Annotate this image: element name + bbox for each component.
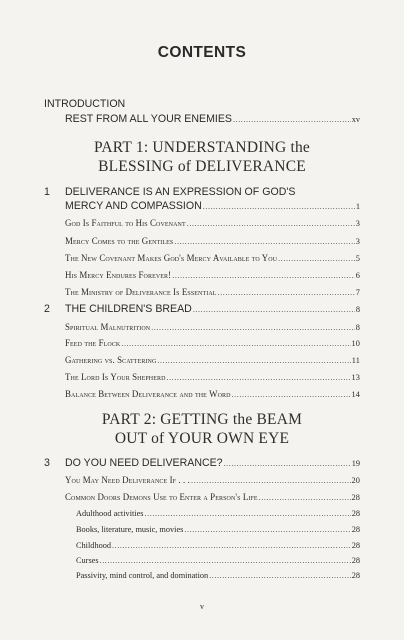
chapter-number: 3 bbox=[44, 457, 50, 469]
toc-section-label: You May Need Deliverance If . . . bbox=[65, 475, 191, 485]
toc-page-number: 8 bbox=[355, 323, 360, 332]
toc-section[interactable] bbox=[65, 218, 360, 228]
toc-section[interactable] bbox=[65, 475, 360, 485]
toc-section-label: The Ministry of Deliverance Is Essential bbox=[65, 287, 217, 297]
toc-page-number: 11 bbox=[351, 356, 360, 365]
dot-leader bbox=[218, 288, 355, 297]
toc-subsection-label: Passivity, mind control, and domination bbox=[76, 571, 209, 580]
part-heading-line: OUT of YOUR OWN EYE bbox=[114, 430, 290, 447]
toc-section[interactable] bbox=[65, 236, 360, 246]
toc-section[interactable] bbox=[65, 322, 360, 332]
dot-leader bbox=[121, 339, 350, 348]
part-heading-line: PART 1: UNDERSTANDING the bbox=[94, 139, 310, 156]
toc-section-label: Common Doors Demons Use to Enter a Person's Life bbox=[65, 492, 258, 502]
toc-section[interactable] bbox=[65, 253, 360, 263]
toc-page-number: 1 bbox=[355, 202, 360, 211]
page-title: CONTENTS bbox=[157, 44, 247, 61]
dot-leader bbox=[145, 509, 351, 518]
toc-section-label: Feed the Flock bbox=[65, 338, 121, 348]
toc-subsection[interactable] bbox=[76, 509, 360, 518]
toc-page-number: 3 bbox=[355, 219, 360, 228]
toc-page-number: 28 bbox=[351, 509, 360, 518]
toc-page-number: 14 bbox=[351, 390, 360, 399]
toc-page-number: 28 bbox=[351, 571, 360, 580]
page-number-folio: v bbox=[200, 602, 204, 611]
dot-leader bbox=[112, 541, 351, 550]
toc-section-label: God Is Faithful to His Covenant bbox=[65, 218, 186, 228]
toc-section-label: Spiritual Malnutrition bbox=[65, 322, 151, 332]
dot-leader bbox=[151, 323, 355, 332]
dot-leader bbox=[100, 556, 351, 565]
toc-section-label: The Lord Is Your Shepherd bbox=[65, 372, 166, 382]
toc-entry-label: REST FROM ALL YOUR ENEMIES bbox=[65, 113, 232, 125]
chapter-title-line: MERCY AND COMPASSION bbox=[65, 200, 202, 212]
dot-leader bbox=[174, 237, 354, 246]
toc-page-number: 6 bbox=[355, 271, 360, 280]
dot-leader bbox=[172, 271, 355, 280]
toc-section-label: Balance Between Deliverance and the Word bbox=[65, 389, 231, 399]
toc-page-number: 19 bbox=[351, 459, 360, 468]
toc-page-number: 3 bbox=[355, 237, 360, 246]
toc-page-number: 8 bbox=[355, 305, 360, 314]
dot-leader bbox=[259, 493, 351, 502]
toc-section-label: His Mercy Endures Forever! bbox=[65, 270, 172, 280]
dot-leader bbox=[203, 202, 355, 211]
toc-subsection-label: Curses bbox=[76, 556, 99, 565]
toc-page-number: 20 bbox=[351, 476, 360, 485]
dot-leader bbox=[157, 356, 350, 365]
chapter-title-line: THE CHILDREN'S BREAD bbox=[65, 303, 192, 315]
dot-leader bbox=[167, 373, 351, 382]
dot-leader bbox=[193, 305, 355, 314]
toc-subsection-label: Books, literature, music, movies bbox=[76, 525, 184, 534]
chapter-number: 1 bbox=[44, 186, 50, 198]
toc-entry-chapter-2[interactable] bbox=[65, 303, 360, 315]
toc-page-number: 28 bbox=[351, 541, 360, 550]
toc-subsection[interactable] bbox=[76, 541, 360, 550]
dot-leader bbox=[232, 390, 351, 399]
toc-subsection-label: Adulthood activities bbox=[76, 509, 144, 518]
chapter-title-line: DO YOU NEED DELIVERANCE? bbox=[65, 457, 223, 469]
toc-entry-chapter-1[interactable] bbox=[65, 200, 360, 212]
introduction-heading: INTRODUCTION bbox=[44, 98, 126, 110]
toc-page-number: 28 bbox=[351, 525, 360, 534]
dot-leader bbox=[278, 254, 355, 263]
part-heading-1 bbox=[0, 138, 404, 176]
toc-subsection-label: Childhood bbox=[76, 541, 112, 550]
chapter-title-line: DELIVERANCE IS AN EXPRESSION OF GOD'S bbox=[65, 186, 296, 198]
toc-page-number: 5 bbox=[355, 254, 360, 263]
toc-section[interactable] bbox=[65, 389, 360, 399]
part-heading-line: PART 2: GETTING the BEAM bbox=[101, 411, 303, 428]
dot-leader bbox=[224, 459, 351, 468]
toc-section[interactable] bbox=[65, 338, 360, 348]
toc-section-label: The New Covenant Makes God's Mercy Available to You bbox=[65, 253, 278, 263]
toc-section[interactable] bbox=[65, 372, 360, 382]
part-heading-2 bbox=[0, 410, 404, 448]
toc-page-number: 7 bbox=[355, 288, 360, 297]
toc-subsection[interactable] bbox=[76, 556, 360, 565]
part-heading-line: BLESSING of DELIVERANCE bbox=[98, 158, 306, 175]
toc-page-number: 28 bbox=[351, 556, 360, 565]
dot-leader bbox=[209, 571, 351, 580]
toc-page-number: xv bbox=[351, 115, 360, 124]
toc-page-number: 13 bbox=[351, 373, 360, 382]
toc-entry-introduction[interactable] bbox=[65, 113, 360, 125]
toc-section-label: Mercy Comes to the Gentiles bbox=[65, 236, 174, 246]
toc-page-number: 10 bbox=[351, 339, 360, 348]
toc-entry-chapter-3[interactable] bbox=[65, 457, 360, 469]
toc-section[interactable] bbox=[65, 492, 360, 502]
toc-subsection[interactable] bbox=[76, 525, 360, 534]
dot-leader bbox=[233, 115, 351, 124]
chapter-number: 2 bbox=[44, 303, 50, 315]
dot-leader bbox=[191, 476, 350, 485]
toc-section-label: Gathering vs. Scattering bbox=[65, 355, 157, 365]
toc-section[interactable] bbox=[65, 355, 360, 365]
toc-section[interactable] bbox=[65, 270, 360, 280]
toc-page-number: 28 bbox=[351, 493, 360, 502]
toc-section[interactable] bbox=[65, 287, 360, 297]
dot-leader bbox=[187, 219, 355, 228]
toc-subsection[interactable] bbox=[76, 571, 360, 580]
dot-leader bbox=[184, 525, 350, 534]
